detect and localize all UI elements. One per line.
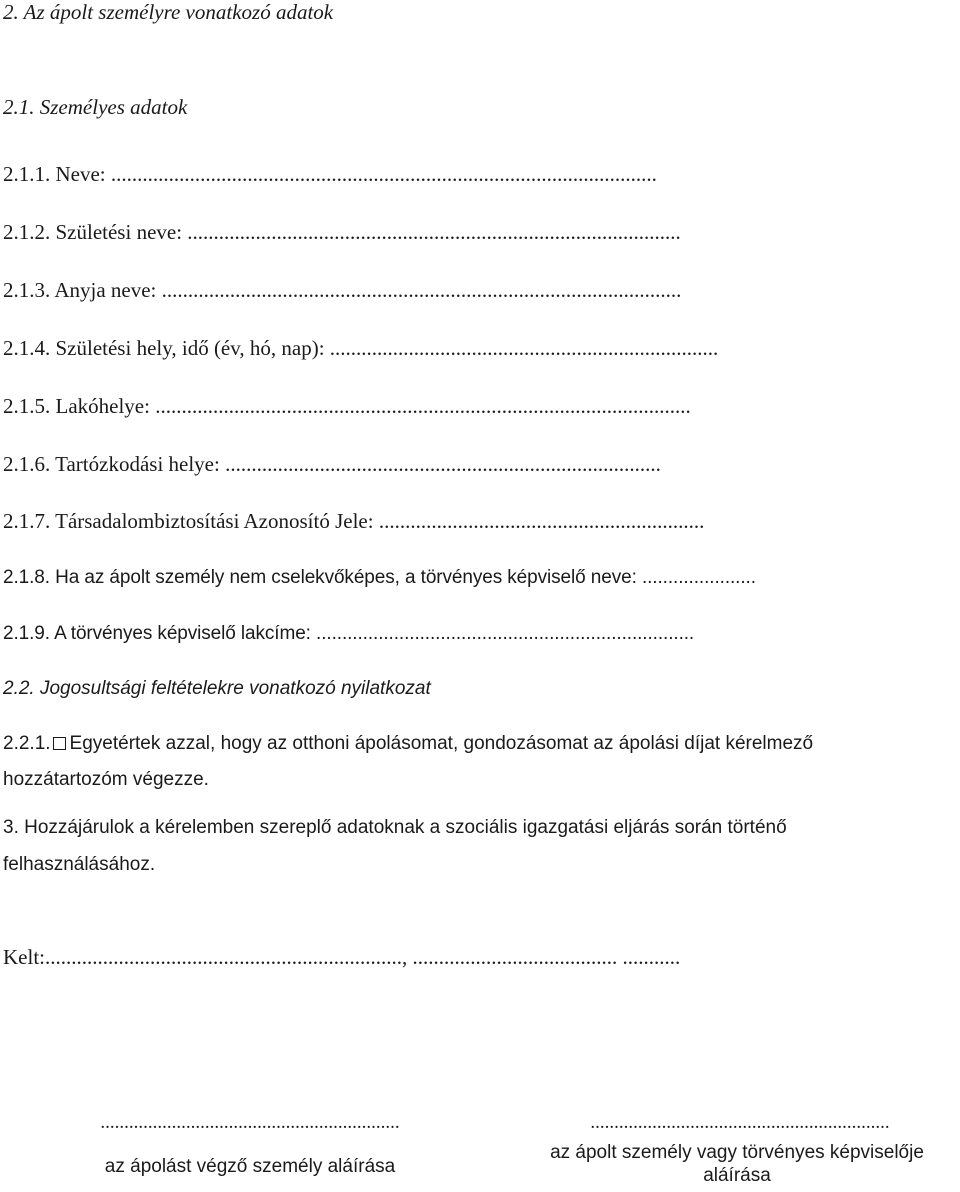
field-mother-name xyxy=(3,280,681,301)
field-label: 2.1.9. A törvényes képviselő lakcíme: xyxy=(3,623,311,644)
field-dots: ........................................................................................................ xyxy=(110,162,657,186)
agree-checkbox[interactable] xyxy=(53,737,66,750)
field-label: 2.1.8. Ha az ápolt személy nem cselekvőképes, a törvényes képviselő neve: xyxy=(3,567,637,588)
right-signature-block xyxy=(520,1112,960,1135)
signature-dots: ............................................................... xyxy=(100,1112,400,1133)
entitlement-title: 2.2. Jogosultsági feltételekre vonatkozó nyilatkozat xyxy=(3,678,431,699)
field-label: 2.1.5. Lakóhelye: xyxy=(3,394,150,418)
field-label: 2.1.4. Születési hely, idő (év, hó, nap): xyxy=(3,336,325,360)
field-label: 2.1.7. Társadalombiztosítási Azonosító Jele: xyxy=(3,509,374,533)
field-label: 2.1.6. Tartózkodási helye: xyxy=(3,452,220,476)
entitlement-item-continued: hozzátartozóm végezze. xyxy=(3,769,209,790)
left-signature-label: az ápolást végző személy aláírása xyxy=(104,1156,396,1177)
section-title: 2. Az ápolt személyre vonatkozó adatok xyxy=(3,0,334,24)
field-birth-name xyxy=(3,222,681,243)
field-dots: ...................... xyxy=(641,567,756,588)
field-dots: ................................................................................... xyxy=(225,452,661,476)
field-social-security-number xyxy=(3,511,704,532)
field-legal-representative-name xyxy=(3,568,756,587)
field-legal-representative-address xyxy=(3,624,694,643)
right-signature-label-line1: az ápolt személy vagy törvényes képviselője xyxy=(550,1142,924,1163)
left-signature-block xyxy=(40,1112,460,1135)
field-dots: .......................................................................... xyxy=(329,336,719,360)
field-label: 2.1.2. Születési neve: xyxy=(3,220,183,244)
right-signature-label xyxy=(514,1142,960,1188)
field-label: 2.1.3. Anyja neve: xyxy=(3,278,157,302)
field-dots: ......................................................................... xyxy=(316,623,695,644)
field-dots: .............................................................................................. xyxy=(187,220,681,244)
field-dots: .............................................................. xyxy=(378,509,705,533)
field-birth-place-date xyxy=(3,338,718,359)
entitlement-item-number: 2.2.1. xyxy=(3,733,51,754)
dated-line: Kelt:...................................................................., ....................................... ........... xyxy=(3,945,681,969)
field-dots: ................................................................................................... xyxy=(161,278,682,302)
field-residence xyxy=(3,396,691,417)
right-signature-label-line2: aláírása xyxy=(703,1164,771,1186)
entitlement-item xyxy=(3,734,813,753)
field-dots: ...................................................................................................... xyxy=(155,394,691,418)
consent-statement: 3. Hozzájárulok a kérelemben szereplő adatoknak a szociális igazgatási eljárás során történő xyxy=(3,817,787,838)
signature-dots: ............................................................... xyxy=(590,1112,890,1133)
section-subtitle: 2.1. Személyes adatok xyxy=(3,95,188,119)
field-name xyxy=(3,164,657,185)
consent-statement-continued: felhasználásához. xyxy=(3,854,156,875)
field-stay-address xyxy=(3,454,661,475)
entitlement-item-text: Egyetértek azzal, hogy az otthoni ápolásomat, gondozásomat az ápolási díjat kérelmező xyxy=(69,733,814,754)
field-label: 2.1.1. Neve: xyxy=(3,162,106,186)
